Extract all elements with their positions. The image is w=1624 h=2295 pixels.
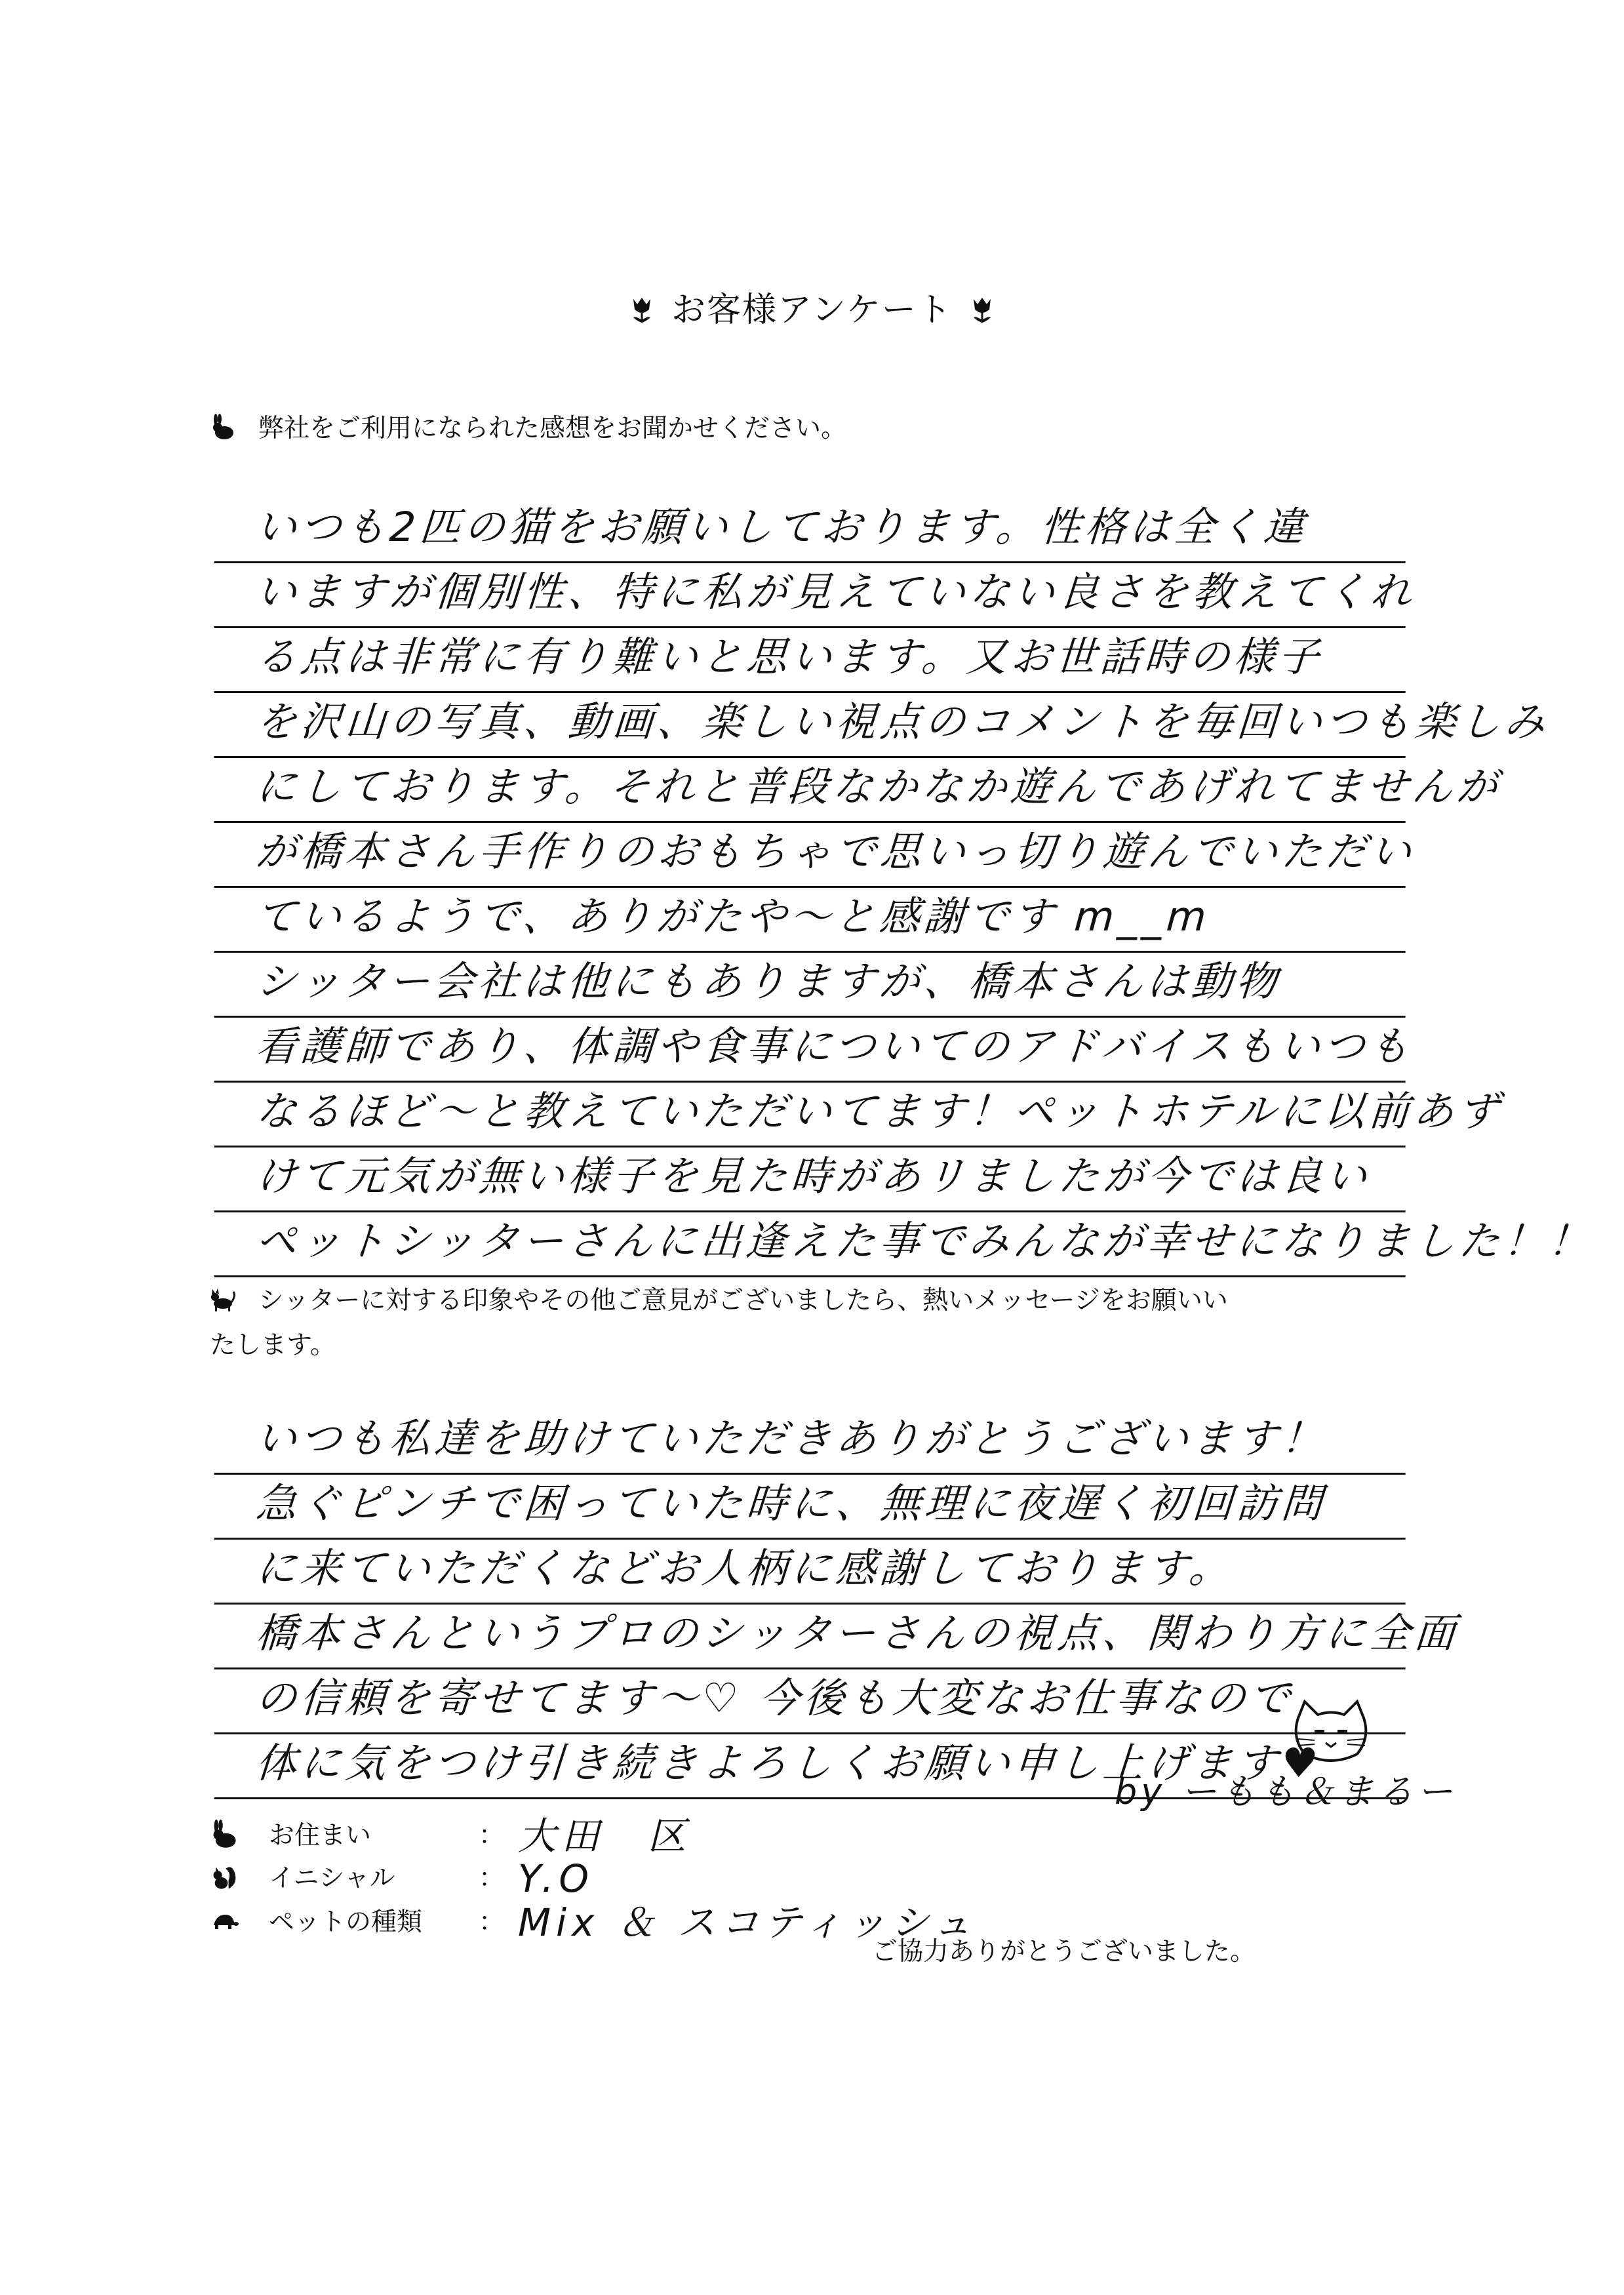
residence-value: 大田 区 xyxy=(518,1814,692,1858)
answer-line: いつも私達を助けていただきありがとうございます！ xyxy=(214,1410,1410,1475)
tulip-icon xyxy=(631,296,653,324)
cat-face-doodle-icon xyxy=(1285,1698,1377,1770)
answer-line: けて元気が無い様子を見た時があリましたが今では良い xyxy=(214,1148,1410,1212)
info-row-residence xyxy=(210,1813,692,1859)
closing-thanks: ご協力ありがとうございました。 xyxy=(872,1937,1256,1966)
question-2-text-line-1: シッターに対する印象やその他ご意見がございましたら、熱いメッセージをお願いい xyxy=(258,1286,1228,1315)
answer-1-area xyxy=(216,498,1594,1277)
initials-label: イニシャル xyxy=(269,1864,395,1893)
answer-line: に来ていただくなどお人柄に感謝しております。 xyxy=(214,1540,1410,1605)
question-2-text-line-2: たします。 xyxy=(210,1330,336,1360)
rabbit-icon xyxy=(210,414,236,441)
answer-line: が橋本さん手作りのおもちゃで思いっ切り遊んでいただい xyxy=(214,823,1410,888)
answer-line: いますが個別性、特に私が見えていない良さを教えてくれ xyxy=(214,563,1410,628)
squirrel-icon xyxy=(210,1863,239,1892)
cat-icon xyxy=(210,1287,236,1313)
answer-line: にしております。それと普段なかなか遊んであげれてませんが xyxy=(214,758,1410,823)
form-title: お客様アンケート xyxy=(671,290,953,330)
answer-line: 急ぐピンチで困っていた時に、無理に夜遅く初回訪問 xyxy=(214,1475,1410,1540)
answer-line: を沢山の写真、動画、楽しい視点のコメントを毎回いつも楽しみ xyxy=(214,693,1410,758)
colon: ： xyxy=(479,1821,505,1850)
pet-type-value: Mix ＆ スコティッシュ xyxy=(518,1900,977,1945)
answer-line: 橋本さんというプロのシッターさんの視点、関わり方に全面 xyxy=(214,1605,1410,1669)
answer-line: いつも2匹の猫をお願いしております。性格は全く違 xyxy=(214,498,1410,563)
form-title-row xyxy=(0,282,1624,331)
info-row-pet-type xyxy=(210,1900,977,1946)
pet-type-label: ペットの種類 xyxy=(269,1907,423,1937)
rabbit-icon xyxy=(210,1820,239,1849)
answer-line: 看護師であり、体調や食事についてのアドバイスもいつも xyxy=(214,1018,1410,1083)
residence-label: お住まい xyxy=(269,1821,372,1850)
tulip-icon xyxy=(971,296,993,324)
colon: ： xyxy=(479,1907,505,1937)
signature: by ーもも＆まるー xyxy=(1115,1771,1457,1812)
info-row-initials xyxy=(210,1856,595,1902)
answer-line: シッター会社は他にもありますが、橋本さんは動物 xyxy=(214,953,1410,1018)
answer-2-area xyxy=(216,1410,1461,1799)
answer-line: る点は非常に有り難いと思います。又お世話時の様子 xyxy=(214,628,1410,693)
question-2 xyxy=(210,1279,1403,1368)
initials-value: Y.O xyxy=(518,1856,595,1901)
turtle-icon xyxy=(210,1907,239,1936)
answer-line: なるほど〜と教えていただいてます！ペットホテルに以前あず xyxy=(214,1083,1410,1148)
answer-line: 体に気をつけ引き続きよろしくお願い申し上げます♥ xyxy=(214,1734,1410,1799)
colon: ： xyxy=(479,1864,505,1893)
question-1 xyxy=(210,407,846,451)
question-1-text: 弊社をご利用になられた感想をお聞かせください。 xyxy=(258,414,847,443)
answer-line: ペットシッターさんに出逢えた事でみんなが幸せになりました！！ xyxy=(214,1212,1410,1277)
answer-line: ているようで、ありがたや〜と感謝です m__m xyxy=(214,888,1410,953)
answer-line: の信頼を寄せてます〜♡ 今後も大変なお仕事なので xyxy=(214,1669,1410,1734)
